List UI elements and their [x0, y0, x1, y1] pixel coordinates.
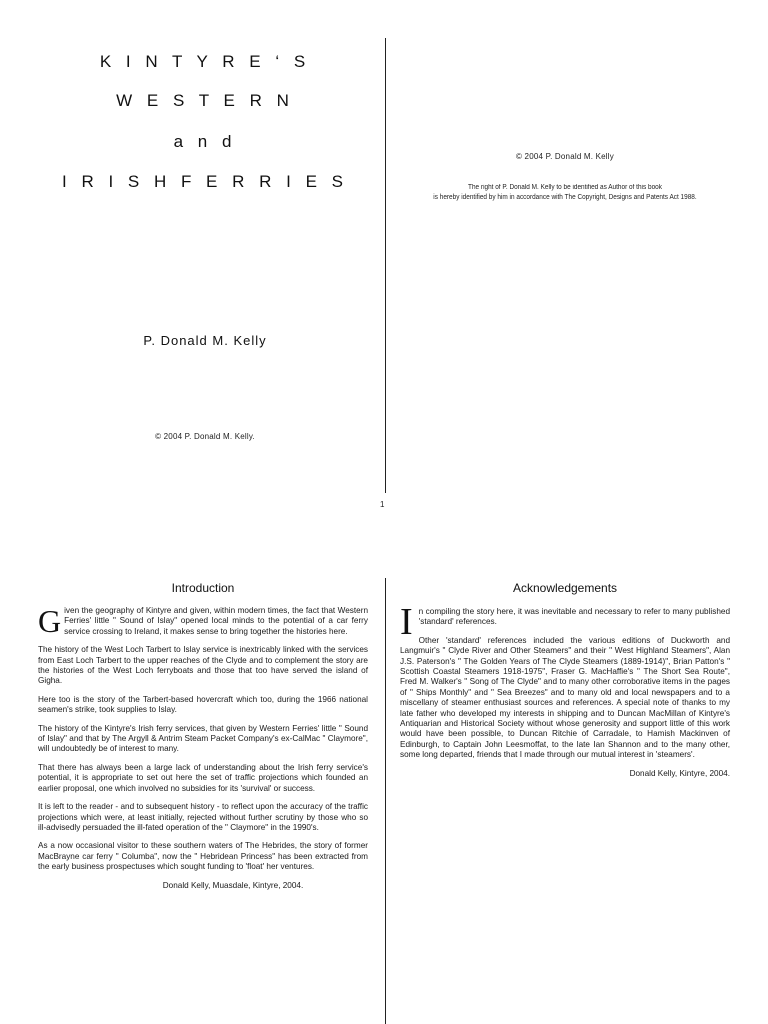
introduction-paragraph-2: The history of the West Loch Tarbert to Islay service is inextricably linked with the services from East Loch Tarbert to the upper reaches of the Clyde and to complement the story are the histories of the West Loch ferryboats and those that too have served the island of Gigha. — [38, 645, 368, 686]
introduction-heading: Introduction — [171, 581, 235, 595]
author-name: P. Donald M. Kelly — [143, 333, 267, 348]
acknowledgements-signature: Donald Kelly, Kintyre, 2004. — [629, 768, 730, 778]
introduction-signature: Donald Kelly, Muasdale, Kintyre, 2004. — [162, 880, 304, 890]
acknowledgements-text — [400, 601, 730, 787]
top-spread-divider — [385, 38, 386, 493]
page-number: 1 — [380, 500, 385, 509]
introduction-text — [38, 603, 368, 899]
title-line-2: W E S T E R N — [116, 91, 294, 110]
introduction-paragraph-6: It is left to the reader - and to subsequent history - to reflect upon the accuracy of the traffic projections which were, at least initially, rejected without further scrutiny by those who so ill-advisedly persuaded the ill-fated operation of the " Claymore" in the 1990's. — [38, 802, 368, 832]
introduction-paragraph-4: The history of the Kintyre's Irish ferry services, that given by Western Ferries' little " Sound of Islay" and that by The Argyll & Antrim Steam Packet Company's ex-CalMac " Claymore", will undoubtedly be of interest to many. — [38, 723, 368, 754]
rights-statement — [409, 183, 722, 203]
acknowledgements-paragraph-1 — [400, 601, 730, 643]
introduction-paragraph-5: That there has always been a large lack of understanding about the Irish ferry service's potential, it is appropriate to set out here the set of traffic projections which founded an earlier proposal, one which involved no subsidies for its 'survival' or success. — [38, 762, 368, 793]
title-copyright: © 2004 P. Donald M. Kelly. — [155, 432, 255, 441]
introduction-paragraph-1 — [38, 603, 368, 639]
acknowledgements-paragraph-2: Other 'standard' references included the various editions of Duckworth and Langmuir's " Clyde River and Other Steamers" and their " West Highland Steamers", Alan J.S. Paterson's " The Golden Years of The Clyde Steamers (1889-1914)", Brian Patton's " Scottish Coastal Steamers 1918-1975", Fraser G. MacHaffie's " The Short Sea Route", Fred M. Walker's " Song of The Clyde" and to many other corroborative items in the pages of " Ships Monthly" and " Sea Breezes" and to many old and local newspapers and to a miscellany of steamer enthusiast sources and references. A special note of thanks to my late father who developed my interests in shipping and to Duncan MacMillan of Kintyre's Antiquarian and Historical Society without whose generosity and support little of this work would have been possible, to Duncan Ritchie of Carradale, to Hamish Mackinven of Edinburgh, to Captain John Leesmoffat, to the late Ian Shannon and to the many other, some long departed, friends that I made through our mutual interest in 'steamers'. — [400, 635, 730, 760]
acknowledgements-p1-text: n compiling the story here, it was inevitable and necessary to refer to many published 'standard' references. — [418, 607, 730, 627]
acknowledgements-heading: Acknowledgements — [512, 581, 618, 595]
bottom-spread-divider — [385, 578, 386, 1024]
title-line-1: K I N T Y R E ‘ S — [99, 52, 311, 71]
title-line-4: I R I S H F E R R I E S — [62, 172, 348, 191]
introduction-dropcap: G — [38, 603, 62, 639]
acknowledgements-dropcap: I — [400, 601, 413, 643]
introduction-p1-text: iven the geography of Kintyre and given, within modern times, the fact that Western Ferries' little " Sound of Islay" opened local minds to the potential of a car ferry service crossing to Ireland, it makes sense to bring together the histories here. — [64, 606, 368, 636]
rights-line-2: is hereby identified by him in accordance with The Copyright, Designs and Patents Act 1988. — [433, 194, 697, 201]
rights-copyright: © 2004 P. Donald M. Kelly — [516, 152, 614, 161]
rights-line-1: The right of P. Donald M. Kelly to be identified as Author of this book — [468, 184, 662, 191]
title-line-3: a n d — [173, 132, 237, 151]
introduction-paragraph-3: Here too is the story of the Tarbert-based hovercraft which too, during the 1966 national seamen's strike, took supplies to Islay. — [38, 694, 368, 715]
introduction-paragraph-7: As a now occasional visitor to these southern waters of The Hebrides, the story of former MacBrayne car ferry " Columba", now the " Hebridean Princess" has been extracted from the early business prospectuses which sought funding to 'float' her ventures. — [38, 841, 368, 872]
